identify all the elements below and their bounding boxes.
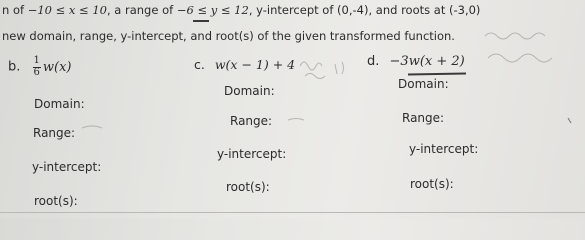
underline-mark: [408, 72, 466, 75]
problem-d-roots-label: root(s):: [410, 177, 454, 191]
scribble-mark: [305, 74, 325, 79]
problem-c-range-label: Range:: [230, 114, 273, 128]
problem-b-roots-label: root(s):: [34, 194, 78, 208]
header-line-2: new domain, range, y-intercept, and root(s) of the given transformed function.: [2, 29, 455, 43]
problem-b-y-intercept-label: y-intercept:: [32, 160, 102, 174]
roots-prefix: , and roots at: [368, 3, 446, 17]
problem-c-letter: c.: [194, 57, 205, 72]
problem-d-y-intercept-label: y-intercept:: [409, 142, 479, 156]
problem-b-letter: b.: [8, 59, 21, 75]
problem-b-range-label: Range:: [33, 126, 76, 140]
scribble-mark: [335, 62, 344, 74]
underline-mark: [193, 20, 209, 22]
scribble-mark: [82, 126, 102, 128]
ruled-line: [0, 212, 585, 213]
header-line-1: [2, 5, 480, 17]
problem-c-y-intercept-label: y-intercept:: [217, 147, 287, 161]
given-y-intercept: (0,-4): [337, 3, 369, 17]
problem-d-domain-label: Domain:: [398, 77, 449, 91]
scribble-mark: [288, 119, 304, 121]
problem-d-heading: [367, 55, 465, 68]
given-range: −6 ≤ y ≤ 12: [176, 3, 249, 17]
problem-b-heading: [8, 56, 72, 78]
problem-c-domain-label: Domain:: [224, 84, 275, 98]
problem-b-domain-label: Domain:: [34, 97, 85, 111]
header-prefix: n of: [2, 3, 25, 17]
problem-b-expression: w(x): [42, 59, 72, 75]
given-roots: (-3,0): [449, 3, 481, 17]
problem-c-roots-label: root(s):: [226, 180, 270, 194]
problem-b-fraction: $\frac{1}{6}$: [33, 55, 40, 78]
scribble-mark: [485, 33, 545, 39]
scribble-mark: [300, 62, 322, 70]
range-prefix: , a range of: [106, 3, 174, 17]
scribble-mark: [488, 54, 552, 62]
problem-d-expression: −3w(x + 2): [389, 54, 465, 69]
problem-d-letter: d.: [367, 54, 380, 69]
given-domain: −10 ≤ x ≤ 10: [27, 3, 107, 17]
intercept-prefix: , y-intercept of: [248, 3, 334, 17]
problem-c-expression: w(x − 1) + 4: [214, 57, 296, 72]
scribble-mark: [568, 118, 571, 123]
problem-d-range-label: Range:: [402, 111, 445, 125]
problem-c-heading: [194, 59, 295, 72]
